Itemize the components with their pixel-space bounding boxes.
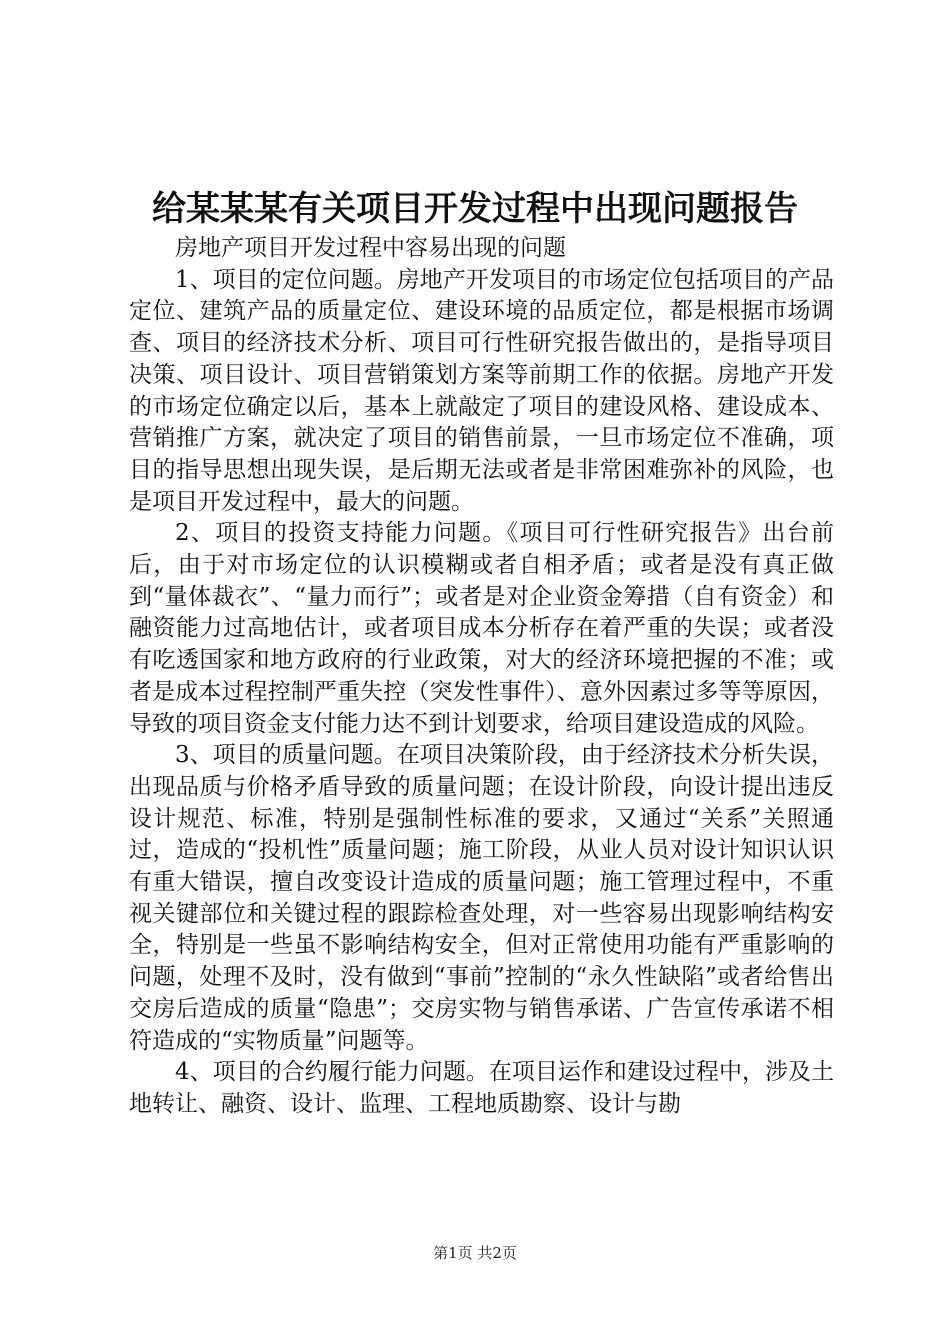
document-body (129, 233, 834, 1121)
paragraph-contract: 4、项目的合约履行能力问题。在项目运作和建设过程中，涉及土地转让、融资、设计、监理、工程地质勘察、设计与勘 (129, 1059, 834, 1117)
document-title: 给某某某有关项目开发过程中出现问题报告 (152, 189, 798, 229)
paragraph-quality: 3、项目的质量问题。在项目决策阶段，由于经济技术分析失误，出现品质与价格矛盾导致的质量问题；在设计阶段，向设计提出违反设计规范、标准，特别是强制性标准的要求，又通过“关系”关照通过，造成的“投机性”质量问题；施工阶段，从业人员对设计知识认识有重大错误，擅自改变设计造成的质量问题；施工管理过程中，不重视关键部位和关键过程的跟踪检查处理，对一些容易出现影响结构安全，特别是一些虽不影响结构安全，但对正常使用功能有严重影响的问题，处理不及时，没有做到“事前”控制的“永久性缺陷”或者给售出交房后造成的质量“隐患”；交房实物与销售承诺、广告宣传承诺不相符造成的“实物质量”问题等。 (129, 742, 834, 1054)
page-number: 第1页 共2页 (433, 1244, 517, 1262)
paragraph-investment: 2、项目的投资支持能力问题。《项目可行性研究报告》出台前后，由于对市场定位的认识模糊或者自相矛盾；或者是没有真正做到“量体裁衣”、“量力而行”；或者是对企业资金筹措（自有资金）和融资能力过高地估计，或者项目成本分析存在着严重的失误；或者没有吃透国家和地方政府的行业政策，对大的经济环境把握的不准；或者是成本过程控制严重失控（突发性事件）、意外因素过多等等原因，导致的项目资金支付能力达不到计划要求，给项目建设造成的风险。 (129, 520, 834, 737)
paragraph-intro: 房地产项目开发过程中容易出现的问题 (175, 235, 566, 261)
paragraph-positioning: 1、项目的定位问题。房地产开发项目的市场定位包括项目的产品定位、建筑产品的质量定位、建设环境的品质定位，都是根据市场调查、项目的经济技术分析、项目可行性研究报告做出的，是指导项目决策、项目设计、项目营销策划方案等前期工作的依据。房地产开发的市场定位确定以后，基本上就敲定了项目的建设风格、建设成本、营销推广方案，就决定了项目的销售前景，一旦市场定位不准确，项目的指导思想出现失误，是后期无法或者是非常困难弥补的风险，也是项目开发过程中，最大的问题。 (129, 266, 834, 515)
